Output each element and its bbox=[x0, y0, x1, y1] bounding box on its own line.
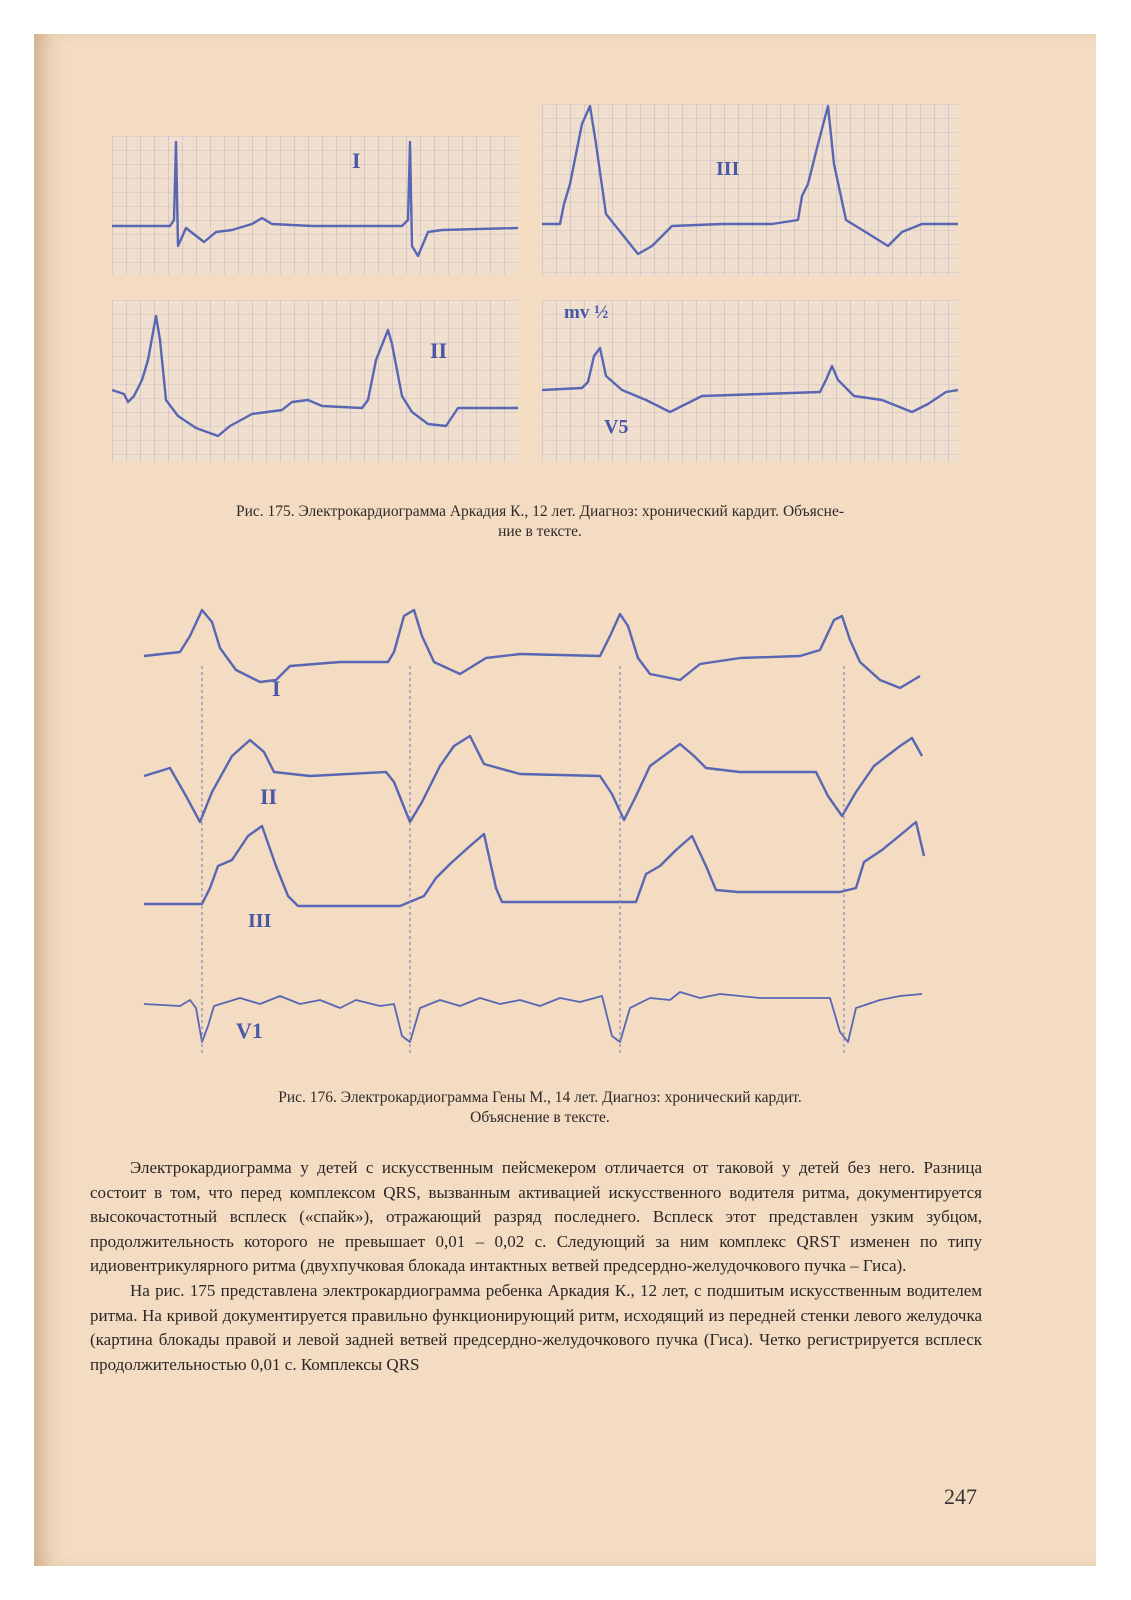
body-paragraph-1: Электрокардиограмма у детей с искусственным пейсмекером отличается от таковой у детей без него. Разница состоит в том, что перед комплексом QRS, вызванным активацией искусственного водителя ритма, документируется высокочастотный всплеск («спайк»), отражающий разряд последнего. Всплеск этот представлен узким зубцом, продолжительность которого не превышает 0,01 – 0,02 с. Следующий за ним комплекс QRST изменен по типу идиовентрикулярного ритма (двухпучковая блокада интактных ветвей предсердно-желудочкового пучка – Гиса). bbox=[90, 1158, 982, 1276]
figure-176-caption bbox=[100, 1088, 980, 1128]
ecg-panel-lead-iii bbox=[542, 104, 958, 276]
ecg-trace-176-lead-i bbox=[144, 610, 920, 688]
lead-label-v5-175: V5 bbox=[604, 416, 629, 438]
lead-label-iii-176: III bbox=[248, 910, 272, 932]
ecg-trace-lead-ii bbox=[112, 300, 518, 462]
body-text bbox=[90, 1156, 982, 1377]
figure-176-caption-line2: Объяснение в тексте. bbox=[470, 1109, 610, 1126]
ecg-trace-lead-iii bbox=[542, 104, 958, 276]
ecg-trace-176-lead-iii bbox=[144, 822, 924, 906]
ecg-trace-group-176 bbox=[140, 596, 940, 1066]
lead-label-ii-175: II bbox=[430, 338, 448, 363]
figure-175-caption bbox=[100, 502, 980, 542]
ecg-trace-lead-i bbox=[112, 136, 518, 274]
lead-label-iii-175: III bbox=[716, 158, 740, 180]
lead-label-i-175: I bbox=[352, 148, 361, 173]
lead-label-v1-176: V1 bbox=[236, 1018, 263, 1043]
figure-176-caption-line1: Рис. 176. Электрокардиограмма Гены М., 14 лет. Диагноз: хронический кардит. bbox=[278, 1089, 802, 1106]
lead-label-i-176: I bbox=[272, 676, 281, 701]
lead-label-ii-176: II bbox=[260, 784, 278, 809]
figure-175-caption-line2: ние в тексте. bbox=[498, 523, 582, 540]
ecg-panel-lead-ii bbox=[112, 300, 518, 462]
calibration-label: mv ½ bbox=[564, 302, 609, 323]
figure-175-caption-line1: Рис. 175. Электрокардиограмма Аркадия К., 12 лет. Диагноз: хронический кардит. Объясне- bbox=[235, 503, 845, 520]
ecg-panel-lead-i bbox=[112, 136, 518, 274]
page-number: 247 bbox=[944, 1484, 977, 1509]
body-paragraph-2: На рис. 175 представлена электрокардиограмма ребенка Аркадия К., 12 лет, с подшитым искусственным водителем ритма. На кривой документируется правильно функционирующий ритм, исходящий из передней стенки левого желудочка (картина блокады правой и левой задней ветвей предсердно-желудочкового пучка (Гиса). Четко регистрируется всплеск продолжительностью 0,01 с. Комплексы QRS bbox=[90, 1280, 982, 1374]
